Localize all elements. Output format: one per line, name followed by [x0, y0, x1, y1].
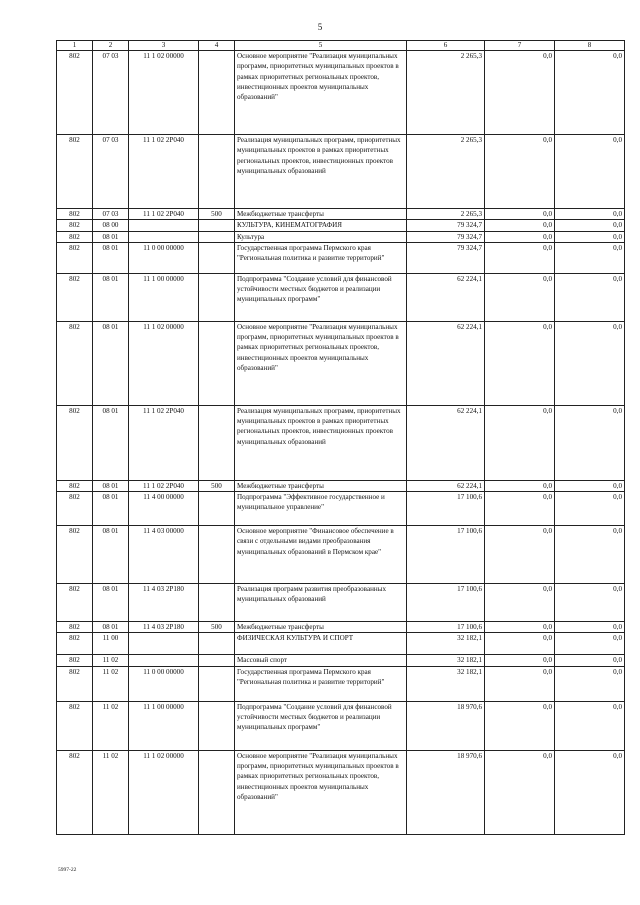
amount-col7-cell: 0,0	[485, 273, 555, 321]
table-row	[57, 273, 625, 321]
amount-col7-cell: 0,0	[485, 242, 555, 273]
target-article-cell: 11 4 03 00000	[129, 526, 199, 584]
amount-col8-cell: 0,0	[555, 51, 625, 135]
table-row	[57, 405, 625, 480]
expense-type-cell	[199, 242, 235, 273]
table-row	[57, 492, 625, 526]
amount-col7-cell: 0,0	[485, 51, 555, 135]
amount-col6-cell: 18 970,6	[407, 750, 485, 834]
header-row	[57, 41, 625, 51]
amount-col7-cell: 0,0	[485, 526, 555, 584]
expense-type-cell: 500	[199, 209, 235, 220]
amount-col6-cell: 79 324,7	[407, 220, 485, 231]
amount-col6-cell: 18 970,6	[407, 701, 485, 750]
amount-col7-cell: 0,0	[485, 655, 555, 666]
target-article-cell	[129, 633, 199, 655]
item-name-cell: Межбюджетные трансферты	[235, 622, 407, 633]
expense-type-cell	[199, 666, 235, 701]
target-article-cell	[129, 655, 199, 666]
expense-type-cell	[199, 633, 235, 655]
target-article-cell: 11 1 02 00000	[129, 51, 199, 135]
amount-col7-cell: 0,0	[485, 209, 555, 220]
section-code-cell: 11 02	[93, 666, 129, 701]
amount-col6-cell: 2 265,3	[407, 209, 485, 220]
item-name-cell: Основное мероприятие "Финансовое обеспечение в связи с отдельными видами преобразования муниципальных образований в Пермском крае"	[235, 526, 407, 584]
section-code-cell: 11 00	[93, 633, 129, 655]
expense-type-cell	[199, 750, 235, 834]
target-article-cell: 11 4 00 00000	[129, 492, 199, 526]
amount-col7-cell: 0,0	[485, 701, 555, 750]
target-article-cell: 11 4 03 2P180	[129, 622, 199, 633]
section-code-cell: 08 01	[93, 242, 129, 273]
expense-type-cell: 500	[199, 622, 235, 633]
column-header-7: 7	[485, 41, 555, 51]
table-row	[57, 526, 625, 584]
admin-code-cell: 802	[57, 321, 93, 405]
amount-col8-cell: 0,0	[555, 209, 625, 220]
table-row	[57, 622, 625, 633]
admin-code-cell: 802	[57, 242, 93, 273]
item-name-cell: Межбюджетные трансферты	[235, 209, 407, 220]
amount-col8-cell: 0,0	[555, 273, 625, 321]
section-code-cell: 08 01	[93, 584, 129, 622]
expense-type-cell	[199, 701, 235, 750]
expense-type-cell	[199, 526, 235, 584]
admin-code-cell: 802	[57, 405, 93, 480]
admin-code-cell: 802	[57, 209, 93, 220]
amount-col8-cell: 0,0	[555, 492, 625, 526]
page-number: 5	[317, 22, 323, 32]
expense-type-cell	[199, 584, 235, 622]
target-article-cell: 11 1 00 00000	[129, 701, 199, 750]
target-article-cell	[129, 231, 199, 242]
column-header-3: 3	[129, 41, 199, 51]
column-header-5: 5	[235, 41, 407, 51]
section-code-cell: 11 02	[93, 750, 129, 834]
amount-col8-cell: 0,0	[555, 526, 625, 584]
target-article-cell: 11 1 02 2P040	[129, 209, 199, 220]
amount-col8-cell: 0,0	[555, 321, 625, 405]
amount-col6-cell: 62 224,1	[407, 480, 485, 491]
amount-col6-cell: 17 100,6	[407, 584, 485, 622]
item-name-cell: Основное мероприятие "Реализация муниципальных программ, приоритетных муниципальных проектов в рамках приоритетных региональных проектов, инвестиционных проектов муниципальных образований"	[235, 321, 407, 405]
target-article-cell: 11 4 03 2P180	[129, 584, 199, 622]
section-code-cell: 08 01	[93, 405, 129, 480]
item-name-cell: Государственная программа Пермского края "Региональная политика и развитие территорий"	[235, 666, 407, 701]
amount-col8-cell: 0,0	[555, 622, 625, 633]
target-article-cell: 11 1 02 00000	[129, 321, 199, 405]
admin-code-cell: 802	[57, 480, 93, 491]
expense-type-cell	[199, 492, 235, 526]
table-row	[57, 666, 625, 701]
target-article-cell: 11 1 00 00000	[129, 273, 199, 321]
amount-col8-cell: 0,0	[555, 633, 625, 655]
admin-code-cell: 802	[57, 584, 93, 622]
section-code-cell: 08 01	[93, 321, 129, 405]
amount-col8-cell: 0,0	[555, 242, 625, 273]
expense-type-cell	[199, 405, 235, 480]
admin-code-cell: 802	[57, 273, 93, 321]
table-row	[57, 480, 625, 491]
table-row	[57, 209, 625, 220]
table-row	[57, 220, 625, 231]
amount-col7-cell: 0,0	[485, 492, 555, 526]
target-article-cell: 11 0 00 00000	[129, 242, 199, 273]
amount-col6-cell: 17 100,6	[407, 492, 485, 526]
table-row	[57, 701, 625, 750]
section-code-cell: 08 00	[93, 220, 129, 231]
expense-type-cell	[199, 135, 235, 209]
table-row	[57, 633, 625, 655]
target-article-cell: 11 1 02 00000	[129, 750, 199, 834]
amount-col8-cell: 0,0	[555, 750, 625, 834]
table-row	[57, 321, 625, 405]
target-article-cell: 11 0 00 00000	[129, 666, 199, 701]
section-code-cell: 11 02	[93, 701, 129, 750]
item-name-cell: КУЛЬТУРА, КИНЕМАТОГРАФИЯ	[235, 220, 407, 231]
item-name-cell: Подпрограмма "Создание условий для финансовой устойчивости местных бюджетов и реализации муниципальных программ"	[235, 701, 407, 750]
expense-type-cell	[199, 51, 235, 135]
amount-col6-cell: 79 324,7	[407, 242, 485, 273]
target-article-cell: 11 1 02 2P040	[129, 405, 199, 480]
admin-code-cell: 802	[57, 231, 93, 242]
amount-col6-cell: 2 265,3	[407, 135, 485, 209]
table-row	[57, 231, 625, 242]
table-row	[57, 242, 625, 273]
amount-col7-cell: 0,0	[485, 584, 555, 622]
section-code-cell: 08 01	[93, 492, 129, 526]
item-name-cell: Подпрограмма "Создание условий для финансовой устойчивости местных бюджетов и реализации муниципальных программ"	[235, 273, 407, 321]
amount-col8-cell: 0,0	[555, 666, 625, 701]
admin-code-cell: 802	[57, 135, 93, 209]
amount-col8-cell: 0,0	[555, 655, 625, 666]
section-code-cell: 07 03	[93, 209, 129, 220]
amount-col7-cell: 0,0	[485, 220, 555, 231]
item-name-cell: ФИЗИЧЕСКАЯ КУЛЬТУРА И СПОРТ	[235, 633, 407, 655]
table-row	[57, 51, 625, 135]
admin-code-cell: 802	[57, 51, 93, 135]
item-name-cell: Культура	[235, 231, 407, 242]
admin-code-cell: 802	[57, 622, 93, 633]
amount-col7-cell: 0,0	[485, 622, 555, 633]
amount-col7-cell: 0,0	[485, 135, 555, 209]
amount-col7-cell: 0,0	[485, 480, 555, 491]
amount-col8-cell: 0,0	[555, 231, 625, 242]
section-code-cell: 08 01	[93, 273, 129, 321]
amount-col6-cell: 32 182,1	[407, 633, 485, 655]
admin-code-cell: 802	[57, 526, 93, 584]
section-code-cell: 07 03	[93, 51, 129, 135]
expense-type-cell: 500	[199, 480, 235, 491]
item-name-cell: Реализация муниципальных программ, приоритетных муниципальных проектов в рамках приоритетных региональных проектов, инвестиционных проектов муниципальных образований	[235, 405, 407, 480]
column-header-4: 4	[199, 41, 235, 51]
item-name-cell: Подпрограмма "Эффективное государственное и муниципальное управление"	[235, 492, 407, 526]
expense-type-cell	[199, 655, 235, 666]
expense-type-cell	[199, 273, 235, 321]
section-code-cell: 08 01	[93, 622, 129, 633]
item-name-cell: Массовый спорт	[235, 655, 407, 666]
amount-col8-cell: 0,0	[555, 220, 625, 231]
table-row	[57, 135, 625, 209]
amount-col8-cell: 0,0	[555, 701, 625, 750]
amount-col6-cell: 17 100,6	[407, 526, 485, 584]
amount-col8-cell: 0,0	[555, 480, 625, 491]
budget-table	[56, 40, 625, 835]
section-code-cell: 07 03	[93, 135, 129, 209]
admin-code-cell: 802	[57, 492, 93, 526]
column-header-1: 1	[57, 41, 93, 51]
amount-col6-cell: 79 324,7	[407, 231, 485, 242]
section-code-cell: 08 01	[93, 526, 129, 584]
admin-code-cell: 802	[57, 633, 93, 655]
target-article-cell	[129, 220, 199, 231]
expense-type-cell	[199, 321, 235, 405]
expense-type-cell	[199, 231, 235, 242]
amount-col6-cell: 62 224,1	[407, 273, 485, 321]
amount-col7-cell: 0,0	[485, 666, 555, 701]
item-name-cell: Реализация программ развития преобразованных муниципальных образований	[235, 584, 407, 622]
item-name-cell: Межбюджетные трансферты	[235, 480, 407, 491]
amount-col6-cell: 2 265,3	[407, 51, 485, 135]
amount-col7-cell: 0,0	[485, 405, 555, 480]
amount-col6-cell: 62 224,1	[407, 405, 485, 480]
admin-code-cell: 802	[57, 666, 93, 701]
amount-col7-cell: 0,0	[485, 633, 555, 655]
item-name-cell: Основное мероприятие "Реализация муниципальных программ, приоритетных муниципальных проектов в рамках приоритетных региональных проектов, инвестиционных проектов муниципальных образований"	[235, 750, 407, 834]
amount-col6-cell: 32 182,1	[407, 655, 485, 666]
column-header-6: 6	[407, 41, 485, 51]
footer-code: 5997-22	[58, 867, 77, 873]
amount-col7-cell: 0,0	[485, 750, 555, 834]
amount-col7-cell: 0,0	[485, 231, 555, 242]
section-code-cell: 08 01	[93, 480, 129, 491]
column-header-2: 2	[93, 41, 129, 51]
admin-code-cell: 802	[57, 701, 93, 750]
target-article-cell: 11 1 02 2P040	[129, 135, 199, 209]
amount-col6-cell: 32 182,1	[407, 666, 485, 701]
expense-type-cell	[199, 220, 235, 231]
item-name-cell: Основное мероприятие "Реализация муниципальных программ, приоритетных муниципальных проектов в рамках приоритетных региональных проектов, инвестиционных проектов муниципальных образований"	[235, 51, 407, 135]
amount-col6-cell: 17 100,6	[407, 622, 485, 633]
amount-col7-cell: 0,0	[485, 321, 555, 405]
amount-col8-cell: 0,0	[555, 135, 625, 209]
amount-col8-cell: 0,0	[555, 405, 625, 480]
table-row	[57, 584, 625, 622]
table-row	[57, 655, 625, 666]
admin-code-cell: 802	[57, 655, 93, 666]
table-row	[57, 750, 625, 834]
amount-col8-cell: 0,0	[555, 584, 625, 622]
target-article-cell: 11 1 02 2P040	[129, 480, 199, 491]
amount-col6-cell: 62 224,1	[407, 321, 485, 405]
column-header-8: 8	[555, 41, 625, 51]
item-name-cell: Государственная программа Пермского края "Региональная политика и развитие территорий"	[235, 242, 407, 273]
section-code-cell: 08 01	[93, 231, 129, 242]
item-name-cell: Реализация муниципальных программ, приоритетных муниципальных проектов в рамках приоритетных региональных проектов, инвестиционных проектов муниципальных образований	[235, 135, 407, 209]
admin-code-cell: 802	[57, 220, 93, 231]
section-code-cell: 11 02	[93, 655, 129, 666]
admin-code-cell: 802	[57, 750, 93, 834]
